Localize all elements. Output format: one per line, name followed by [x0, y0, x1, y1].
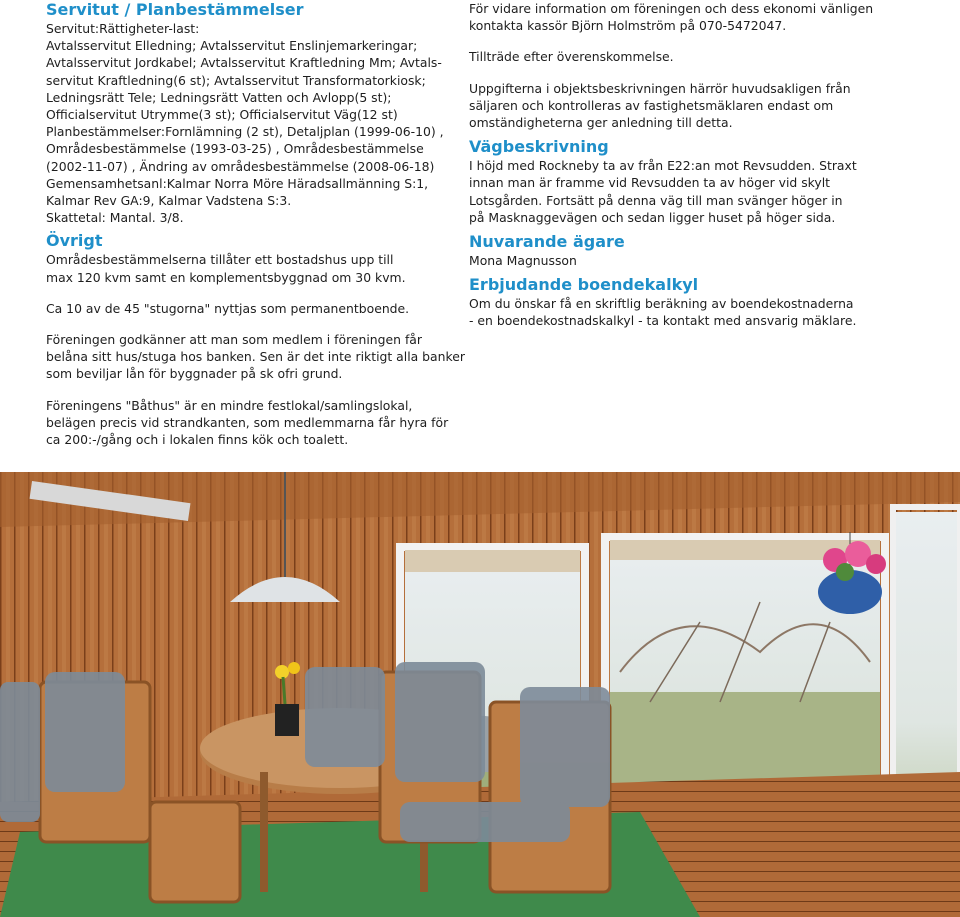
text-line: I höjd med Rockneby ta av från E22:an mot Revsudden. Straxt	[469, 158, 857, 174]
text-line: Tillträde efter överenskommelse.	[469, 49, 674, 65]
text-line: Föreningens "Båthus" är en mindre festlokal/samlingslokal,	[46, 397, 413, 413]
text-line: Ledningsrätt Tele; Ledningsrätt Vatten och Avlopp(5 st);	[46, 89, 392, 105]
text-line: kontakta kassör Björn Holmström på 070-5472047.	[469, 18, 787, 34]
text-line: Avtalsservitut Jordkabel; Avtalsservitut Kraftledning Mm; Avtals-	[46, 55, 442, 71]
text-line: Gemensamhetsanl:Kalmar Norra Möre Häradsallmänning S:1,	[46, 175, 429, 191]
boendekalkyl-text	[469, 295, 909, 329]
text-line: innan man är framme vid Revsudden ta av höger vid skylt	[469, 175, 831, 191]
right-column	[469, 0, 909, 330]
text-line: Servitut:Rättigheter-last:	[46, 21, 200, 36]
text-line: Officialservitut Utrymme(3 st); Officialservitut Väg(12 st)	[46, 107, 398, 123]
text-line: omständigheterna ger anledning till detta.	[469, 115, 733, 131]
text-line: Områdesbestämmelse (1993-03-25) , Områdesbestämmelse	[46, 141, 424, 157]
text-line: - en boendekostnadskalkyl - ta kontakt med ansvarig mäklare.	[469, 313, 857, 329]
text-line: Områdesbestämmelserna tillåter ett bostadshus upp till	[46, 252, 394, 268]
ovrigt-paragraph-1	[46, 251, 451, 285]
text-line: belåna sitt hus/stuga hos banken. Sen är det inte riktigt alla banker	[46, 349, 465, 365]
text-line: Kalmar Rev GA:9, Kalmar Vadstena S:3.	[46, 193, 292, 209]
text-line: Skattetal: Mantal. 3/8.	[46, 210, 184, 226]
text-line: Om du önskar få en skriftlig beräkning av boendekostnaderna	[469, 296, 854, 312]
text-line: som beviljar lån för byggnader på sk ofri grund.	[46, 366, 343, 382]
heading-nuvarande-agare: Nuvarande ägare	[469, 232, 625, 252]
info-paragraph-1	[469, 0, 909, 34]
heading-vagbeskrivning: Vägbeskrivning	[469, 137, 609, 157]
text-line: (2002-11-07) , Ändring av områdesbestämmelse (2008-06-18)	[46, 158, 435, 174]
text-line: Uppgifterna i objektsbeskrivningen härrör huvudsakligen från	[469, 80, 851, 96]
text-line: på Masknaggevägen och sedan ligger huset på höger sida.	[469, 209, 836, 225]
text-line: belägen precis vid strandkanten, som medlemmarna får hyra för	[46, 414, 449, 430]
servitut-text	[46, 20, 451, 226]
agare-text	[469, 252, 909, 269]
text-line: Ca 10 av de 45 "stugorna" nyttjas som permanentboende.	[46, 300, 410, 316]
heading-boendekalkyl: Erbjudande boendekalkyl	[469, 275, 699, 295]
ovrigt-paragraph-3	[46, 331, 465, 383]
text-line: För vidare information om föreningen och dess ekonomi vänligen	[469, 1, 874, 16]
heading-ovrigt: Övrigt	[46, 231, 103, 251]
text-line: Planbestämmelser:Fornlämning (2 st), Detaljplan (1999-06-10) ,	[46, 124, 444, 140]
ovrigt-paragraph-2	[46, 300, 451, 317]
heading-servitut: Servitut / Planbestämmelser	[46, 0, 304, 19]
vagbeskrivning-text	[469, 157, 909, 226]
text-line: Föreningen godkänner att man som medlem i föreningen får	[46, 332, 422, 348]
text-line: servitut Kraftledning(6 st); Avtalsservitut Transformatorkiosk;	[46, 72, 426, 88]
text-line: ca 200:-/gång och i lokalen finns kök och toalett.	[46, 432, 349, 448]
info-paragraph-2	[469, 48, 909, 65]
text-line: Mona Magnusson	[469, 253, 577, 269]
text-line: max 120 kvm samt en komplementsbyggnad om 30 kvm.	[46, 269, 406, 285]
veranda-photo	[0, 472, 960, 917]
text-line: Avtalsservitut Elledning; Avtalsservitut Enslinjemarkeringar;	[46, 38, 418, 54]
info-paragraph-3	[469, 80, 909, 132]
left-column	[46, 0, 465, 448]
text-line: Lotsgården. Fortsätt på denna väg till man svänger höger in	[469, 192, 843, 208]
text-line: säljaren och kontrolleras av fastighetsmäklaren endast om	[469, 97, 834, 113]
ovrigt-paragraph-4	[46, 397, 451, 449]
